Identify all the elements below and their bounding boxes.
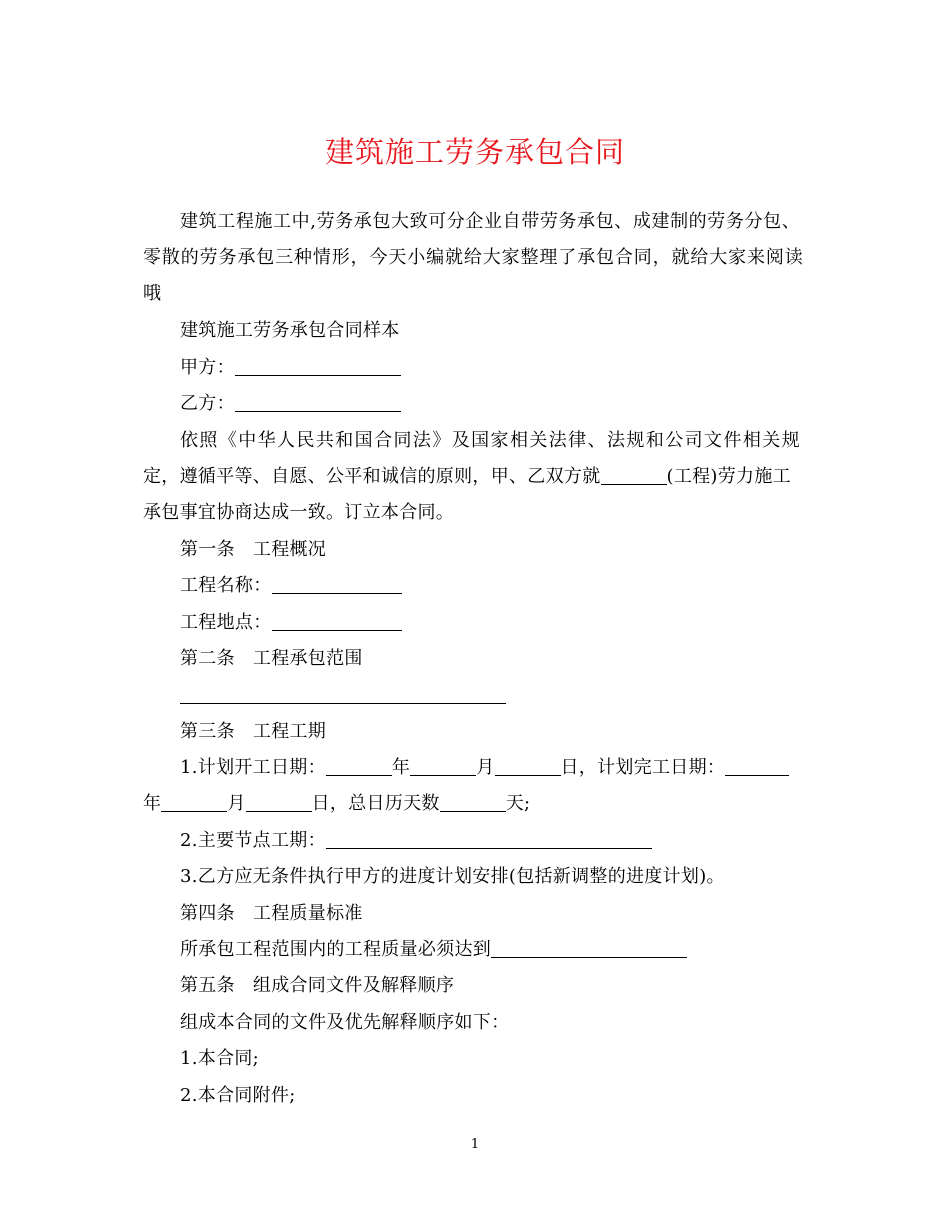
- milestone-line: [180, 829, 652, 853]
- article-3-heading: [180, 720, 326, 744]
- article-2-number: 第二条: [180, 648, 235, 669]
- quality-line: [180, 938, 687, 962]
- page-number: 1: [470, 1137, 480, 1152]
- preamble-line-2-text: 定，遵循平等、自愿、公平和诚信的原则，甲、乙双方就: [143, 466, 601, 487]
- schedule-item-3: 3.乙方应无条件执行甲方的进度计划安排(包括新调整的进度计划)。: [180, 866, 725, 887]
- project-name-blank[interactable]: [601, 467, 667, 485]
- party-b-line: [180, 392, 401, 416]
- article-4-heading: [180, 902, 363, 926]
- project-name-label: 工程名称：: [180, 575, 272, 596]
- days-label: 天;: [505, 793, 531, 814]
- party-a-line: [180, 356, 401, 380]
- schedule-line-2: [143, 792, 530, 816]
- preamble-line-3: 承包事宜协商达成一致。订立本合同。: [143, 502, 455, 523]
- milestone-label: 2.主要节点工期：: [180, 830, 326, 851]
- party-b-blank[interactable]: [235, 394, 401, 412]
- article-3-title: 工程工期: [252, 721, 327, 742]
- month-label: 月: [476, 757, 495, 778]
- documents-order-text: 组成本合同的文件及优先解释顺序如下：: [180, 1012, 510, 1033]
- article-5-number: 第五条: [180, 975, 235, 996]
- year-label: 年: [391, 757, 411, 778]
- project-name-field[interactable]: [272, 576, 402, 594]
- project-location-line: [180, 611, 402, 635]
- party-a-blank[interactable]: [235, 358, 401, 376]
- finish-year-blank[interactable]: [725, 758, 789, 776]
- article-2-title: 工程承包范围: [252, 648, 363, 669]
- total-days-label: 日，总日历天数: [311, 793, 440, 814]
- project-location-field[interactable]: [272, 613, 402, 631]
- schedule-line-1: [180, 756, 789, 780]
- article-3-number: 第三条: [180, 721, 235, 742]
- party-b-label: 乙方：: [180, 393, 235, 414]
- start-year-blank[interactable]: [326, 758, 392, 776]
- documents-item-1: 1.本合同;: [180, 1048, 260, 1069]
- planned-finish-label: 日，计划完工日期：: [560, 757, 726, 778]
- project-name-line: [180, 574, 402, 598]
- preamble-line-2-tail: (工程)劳力施工: [666, 466, 791, 487]
- article-1-number: 第一条: [180, 539, 235, 560]
- article-1-title: 工程概况: [252, 539, 327, 560]
- intro-line-3: 哦: [143, 283, 162, 304]
- article-5-heading: [180, 974, 454, 998]
- start-day-blank[interactable]: [495, 758, 561, 776]
- finish-month-blank[interactable]: [161, 794, 227, 812]
- preamble-line-2: [143, 465, 808, 489]
- sample-heading: 建筑施工劳务承包合同样本: [180, 320, 400, 341]
- finish-day-blank[interactable]: [246, 794, 312, 812]
- total-days-blank[interactable]: [440, 794, 506, 812]
- scope-blank[interactable]: [180, 686, 506, 704]
- intro-line-2: 零散的劳务承包三种情形，今天小编就给大家整理了承包合同，就给大家来阅读: [143, 247, 803, 268]
- start-month-blank[interactable]: [410, 758, 476, 776]
- documents-item-2: 2.本合同附件;: [180, 1085, 296, 1106]
- document-title: 建筑施工劳务承包合同: [324, 135, 625, 169]
- scope-line: [180, 684, 506, 708]
- quality-text: 所承包工程范围内的工程质量必须达到: [180, 939, 492, 960]
- quality-blank[interactable]: [491, 940, 687, 958]
- article-2-heading: [180, 647, 363, 671]
- milestone-blank[interactable]: [326, 831, 652, 849]
- planned-start-label: 1.计划开工日期：: [180, 757, 326, 778]
- preamble-line-1: 依照《中华人民共和国合同法》及国家相关法律、法规和公司文件相关规: [180, 430, 800, 451]
- intro-line-1: 建筑工程施工中,劳务承包大致可分企业自带劳务承包、成建制的劳务分包、: [180, 211, 800, 232]
- month-label: 月: [227, 793, 246, 814]
- article-4-title: 工程质量标准: [252, 903, 363, 924]
- project-location-label: 工程地点：: [180, 612, 272, 633]
- party-a-label: 甲方：: [180, 357, 235, 378]
- article-4-number: 第四条: [180, 903, 235, 924]
- article-5-title: 组成合同文件及解释顺序: [252, 975, 455, 996]
- year-label: 年: [143, 793, 162, 814]
- article-1-heading: [180, 538, 326, 562]
